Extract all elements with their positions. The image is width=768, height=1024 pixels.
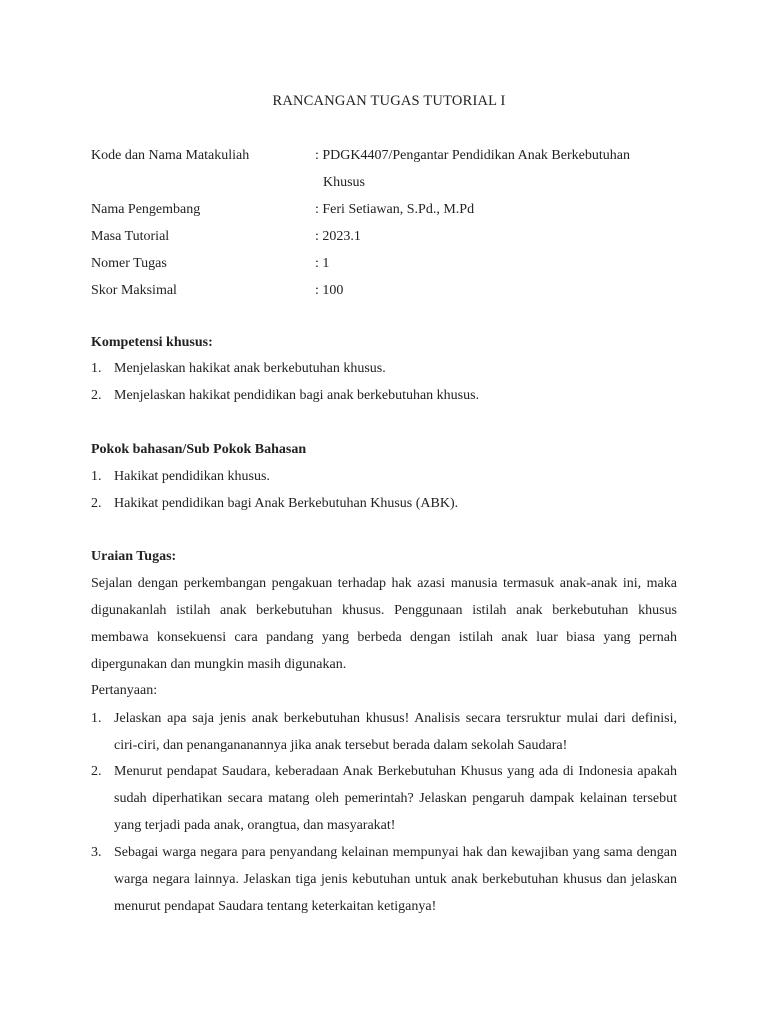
task-paragraph: Sejalan dengan perkembangan pengakuan terhadap hak azasi manusia termasuk anak-anak ini, maka digunakanlah istilah anak berkebutuhan khusus. Penggunaan istilah anak berkebutuhan khusus membawa konsekuensi cara pandang yang berbeda dengan istilah anak luar biasa yang pernah dipergunakan dan mungkin masih digunakan. <box>91 576 677 672</box>
info-value-period: : 2023.1 <box>315 229 361 244</box>
info-label-developer: Nama Pengembang <box>91 202 201 217</box>
topic-number: 2. <box>91 496 102 511</box>
info-value-course-cont: Khusus <box>323 175 366 190</box>
info-label-task-number: Nomer Tugas <box>91 256 167 271</box>
topic-text: Hakikat pendidikan bagi Anak Berkebutuhan Khusus (ABK). <box>114 496 459 511</box>
competency-number: 1. <box>91 361 102 376</box>
info-value-developer: : Feri Setiawan, S.Pd., M.Pd <box>315 202 475 217</box>
info-value-course: : PDGK4407/Pengantar Pendidikan Anak Berkebutuhan <box>315 148 630 163</box>
competency-text: Menjelaskan hakikat pendidikan bagi anak berkebutuhan khusus. <box>114 388 480 403</box>
competency-text: Menjelaskan hakikat anak berkebutuhan khusus. <box>114 361 386 376</box>
question-number: 2. <box>91 764 102 779</box>
info-value-max-score: : 100 <box>315 283 344 298</box>
question-number: 3. <box>91 845 102 860</box>
competencies-heading: Kompetensi khusus: <box>91 335 213 350</box>
task-heading: Uraian Tugas: <box>91 549 177 564</box>
question-text: Menurut pendapat Saudara, keberadaan Anak Berkebutuhan Khusus yang ada di Indonesia apakah sudah diperhatikan secara matang oleh pemerintah? Jelaskan pengaruh dampak kelainan tersebut yang terjadi pada anak, orangtua, dan masyarakat! <box>114 764 677 833</box>
question-number: 1. <box>91 711 102 726</box>
topic-text: Hakikat pendidikan khusus. <box>114 469 270 484</box>
question-text: Sebagai warga negara para penyandang kelainan mempunyai hak dan kewajiban yang sama dengan warga negara lainnya. Jelaskan tiga jenis kebutuhan untuk anak berkebutuhan khusus dan jelaskan menurut pendapat Saudara tentang keterkaitan ketiganya! <box>114 845 677 914</box>
questions-label: Pertanyaan: <box>91 683 158 698</box>
question-text: Jelaskan apa saja jenis anak berkebutuhan khusus! Analisis secara tersruktur mulai dari definisi, ciri-ciri, dan penangananannya jika anak tersebut berada dalam sekolah Saudara! <box>114 711 677 753</box>
document-title: RANCANGAN TUGAS TUTORIAL I <box>272 93 506 109</box>
info-label-max-score: Skor Maksimal <box>91 283 177 298</box>
topic-number: 1. <box>91 469 102 484</box>
info-value-task-number: : 1 <box>315 256 330 271</box>
info-label-course: Kode dan Nama Matakuliah <box>91 148 250 163</box>
competency-number: 2. <box>91 388 102 403</box>
topics-heading: Pokok bahasan/Sub Pokok Bahasan <box>91 442 307 457</box>
info-label-period: Masa Tutorial <box>91 229 170 244</box>
